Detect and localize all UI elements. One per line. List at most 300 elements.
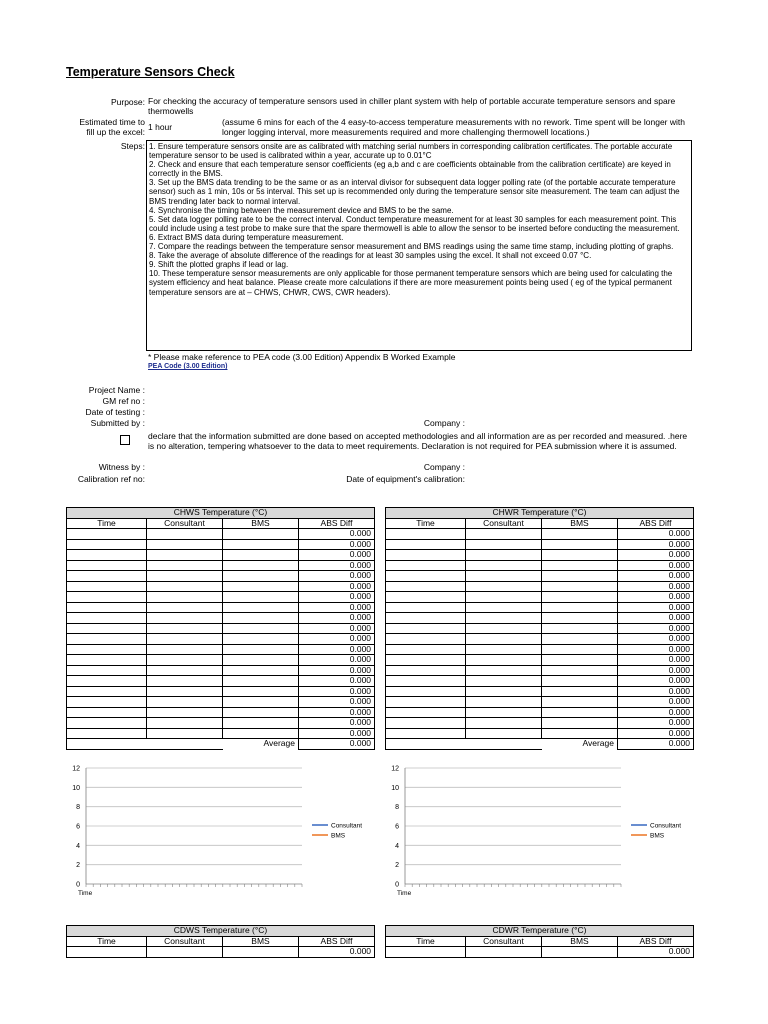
steps-label: Steps: <box>120 141 145 151</box>
time-cell[interactable] <box>386 581 466 592</box>
abs-diff-cell: 0.000 <box>299 697 375 708</box>
abs-diff-cell: 0.000 <box>618 655 694 666</box>
y-tick-label: 0 <box>395 881 399 889</box>
consultant-cell[interactable] <box>147 655 223 666</box>
bms-cell[interactable] <box>223 592 299 603</box>
column-header: Consultant <box>466 518 542 529</box>
consultant-cell[interactable] <box>147 571 223 582</box>
reference-note: * Please make reference to PEA code (3.00 Edition) Appendix B Worked Example <box>148 352 456 362</box>
step-item: 8. Take the average of absolute difference of the readings for at least 30 samples using the excel. It shall not exceed 0.07 °C. <box>149 251 592 261</box>
table-row <box>67 560 375 571</box>
abs-diff-cell: 0.000 <box>618 686 694 697</box>
column-header: ABS Diff <box>618 936 694 947</box>
abs-diff-cell: 0.000 <box>299 613 375 624</box>
legend-entry: BMS <box>331 832 346 840</box>
purpose-label: Purpose: <box>110 97 145 107</box>
time-cell[interactable] <box>386 592 466 603</box>
column-header: BMS <box>223 936 299 947</box>
abs-diff-cell: 0.000 <box>618 707 694 718</box>
time-cell[interactable] <box>386 539 466 550</box>
table-row <box>386 634 694 645</box>
table-row <box>67 947 375 958</box>
consultant-cell[interactable] <box>466 644 542 655</box>
time-cell[interactable] <box>386 602 466 613</box>
abs-diff-cell: 0.000 <box>618 665 694 676</box>
chwr-chart <box>381 760 701 900</box>
abs-diff-cell: 0.000 <box>299 602 375 613</box>
table-row <box>67 728 375 739</box>
abs-diff-cell: 0.000 <box>618 634 694 645</box>
declaration-text: declare that the information submitted are done based on accepted methodologies and all information are as per recorded and measured. .here is no alteration, tempering whatsoever to the data to meet requirements. Declaration is not required for PEA submission where it is assumed. <box>148 431 688 451</box>
estimated-time-note: (assume 6 mins for each of the 4 easy-to-access temperature measurements with no rework. Time spent will be longer with longer logging interval, more measurements required and more challenging thermowell locations.) <box>222 117 685 137</box>
table-row <box>67 634 375 645</box>
abs-diff-cell: 0.000 <box>618 550 694 561</box>
pea-code-link[interactable]: PEA Code (3.00 Edition) <box>148 363 228 370</box>
abs-diff-cell: 0.000 <box>299 539 375 550</box>
consultant-cell[interactable] <box>147 665 223 676</box>
column-header: BMS <box>542 936 618 947</box>
table-row <box>386 686 694 697</box>
consultant-cell[interactable] <box>466 529 542 540</box>
bms-cell[interactable] <box>542 613 618 624</box>
project-name-label: Project Name : <box>88 385 145 395</box>
consultant-cell[interactable] <box>466 718 542 729</box>
bms-cell[interactable] <box>223 644 299 655</box>
time-cell[interactable] <box>67 707 147 718</box>
abs-diff-cell: 0.000 <box>299 665 375 676</box>
abs-diff-cell: 0.000 <box>299 529 375 540</box>
equipment-calibration-label: Date of equipment's calibration: <box>346 474 465 484</box>
abs-diff-cell: 0.000 <box>618 613 694 624</box>
step-item: 1. Ensure temperature sensors onsite are as calibrated with matching serial numbers in corresponding calibration certificates. The portable accurate temperature sensor to be used is calibrated within a year, accurate up to 0.01°C <box>149 142 673 161</box>
time-cell[interactable] <box>67 571 147 582</box>
table-row <box>386 581 694 592</box>
step-item: 9. Shift the plotted graphs if lead or lag. <box>149 260 289 270</box>
y-tick-label: 12 <box>391 765 399 773</box>
bms-cell[interactable] <box>542 676 618 687</box>
chws-chart <box>62 760 382 900</box>
consultant-cell[interactable] <box>147 707 223 718</box>
table-row <box>67 571 375 582</box>
table-row <box>386 665 694 676</box>
table-row <box>67 718 375 729</box>
table-row <box>67 581 375 592</box>
time-cell[interactable] <box>386 634 466 645</box>
consultant-cell[interactable] <box>147 634 223 645</box>
table-row <box>386 602 694 613</box>
consultant-cell[interactable] <box>147 560 223 571</box>
table-row <box>386 676 694 687</box>
table-title: CDWR Temperature (°C) <box>386 926 694 937</box>
abs-diff-cell: 0.000 <box>618 529 694 540</box>
abs-diff-cell: 0.000 <box>299 634 375 645</box>
abs-diff-cell: 0.000 <box>618 697 694 708</box>
table-row <box>386 655 694 666</box>
column-header: Time <box>386 518 466 529</box>
y-tick-label: 2 <box>395 862 399 870</box>
consultant-cell[interactable] <box>466 623 542 634</box>
bms-cell[interactable] <box>542 581 618 592</box>
step-item: 10. These temperature sensor measurements are only applicable for those permanent temperature sensors which are being used for calculating the system efficiency and heat balance. Please create more calculations if there are more measurement points being used ( eg of the typical permanent temperature sensors are at – CHWS, CHWR, CWS, CWR headers). <box>149 269 673 297</box>
step-item: 6. Extract BMS data during temperature measurement. <box>149 232 344 242</box>
consultant-cell[interactable] <box>466 602 542 613</box>
y-tick-label: 12 <box>72 765 80 773</box>
table-row <box>67 592 375 603</box>
consultant-cell[interactable] <box>466 686 542 697</box>
step-item: 2. Check and ensure that each temperature sensor coefficients (eg a,b and c are coefficients obtainable from the calibration certificate) are keyed in correctly in the BMS. <box>149 160 671 179</box>
time-cell[interactable] <box>67 539 147 550</box>
time-cell[interactable] <box>386 947 466 958</box>
column-header: Consultant <box>147 518 223 529</box>
chws-table <box>66 507 375 750</box>
consultant-cell[interactable] <box>147 644 223 655</box>
legend-entry: Consultant <box>650 822 682 830</box>
table-row <box>67 644 375 655</box>
table-row <box>67 550 375 561</box>
bms-cell[interactable] <box>223 676 299 687</box>
abs-diff-cell: 0.000 <box>299 707 375 718</box>
abs-diff-cell: 0.000 <box>299 550 375 561</box>
abs-diff-cell: 0.000 <box>299 947 375 958</box>
column-header: ABS Diff <box>618 518 694 529</box>
time-cell[interactable] <box>67 529 147 540</box>
cdwr-table <box>385 925 694 958</box>
time-cell[interactable] <box>67 676 147 687</box>
y-tick-label: 8 <box>395 804 399 812</box>
abs-diff-cell: 0.000 <box>299 560 375 571</box>
bms-cell[interactable] <box>223 697 299 708</box>
consultant-cell[interactable] <box>466 728 542 739</box>
bms-cell[interactable] <box>223 665 299 676</box>
table-row <box>386 707 694 718</box>
table-row <box>67 623 375 634</box>
empty-cell <box>67 739 147 750</box>
consultant-cell[interactable] <box>147 550 223 561</box>
consultant-cell[interactable] <box>147 623 223 634</box>
time-cell[interactable] <box>67 560 147 571</box>
time-cell[interactable] <box>386 623 466 634</box>
time-cell[interactable] <box>67 947 147 958</box>
bms-cell[interactable] <box>223 623 299 634</box>
empty-cell <box>386 739 466 750</box>
page-title: Temperature Sensors Check <box>66 65 235 79</box>
column-header: Time <box>386 936 466 947</box>
abs-diff-cell: 0.000 <box>618 644 694 655</box>
consultant-cell[interactable] <box>147 539 223 550</box>
bms-cell[interactable] <box>223 707 299 718</box>
time-cell[interactable] <box>386 676 466 687</box>
abs-diff-cell: 0.000 <box>299 686 375 697</box>
bms-cell[interactable] <box>223 560 299 571</box>
time-cell[interactable] <box>67 602 147 613</box>
bms-cell[interactable] <box>542 665 618 676</box>
table-row <box>386 539 694 550</box>
bms-cell[interactable] <box>223 728 299 739</box>
bms-cell[interactable] <box>542 655 618 666</box>
y-tick-label: 10 <box>391 784 399 792</box>
consultant-cell[interactable] <box>466 655 542 666</box>
calibration-ref-label: Calibration ref no: <box>77 474 145 484</box>
table-row <box>386 644 694 655</box>
y-tick-label: 4 <box>395 842 399 850</box>
bms-cell[interactable] <box>542 707 618 718</box>
bms-cell[interactable] <box>223 634 299 645</box>
time-cell[interactable] <box>67 686 147 697</box>
bms-cell[interactable] <box>542 728 618 739</box>
chwr-table <box>385 507 694 750</box>
time-cell[interactable] <box>386 655 466 666</box>
abs-diff-cell: 0.000 <box>299 571 375 582</box>
consultant-cell[interactable] <box>466 613 542 624</box>
gm-ref-label: GM ref no : <box>102 396 145 406</box>
submitted-by-label: Submitted by : <box>90 418 145 428</box>
bms-cell[interactable] <box>542 560 618 571</box>
average-label: Average <box>223 739 299 750</box>
time-cell[interactable] <box>386 550 466 561</box>
bms-cell[interactable] <box>223 613 299 624</box>
abs-diff-cell: 0.000 <box>618 560 694 571</box>
bms-cell[interactable] <box>542 644 618 655</box>
bms-cell[interactable] <box>542 529 618 540</box>
consultant-cell[interactable] <box>466 634 542 645</box>
table-row <box>386 571 694 582</box>
table-title: CHWS Temperature (°C) <box>67 508 375 519</box>
column-header: Time <box>67 518 147 529</box>
column-header: BMS <box>542 518 618 529</box>
time-cell[interactable] <box>67 623 147 634</box>
table-row <box>386 718 694 729</box>
table-row <box>67 697 375 708</box>
bms-cell[interactable] <box>223 581 299 592</box>
bms-cell[interactable] <box>223 686 299 697</box>
line-chart <box>381 760 701 900</box>
bms-cell[interactable] <box>223 718 299 729</box>
bms-cell[interactable] <box>223 539 299 550</box>
consultant-cell[interactable] <box>147 728 223 739</box>
time-cell[interactable] <box>67 718 147 729</box>
table-row <box>386 613 694 624</box>
abs-diff-cell: 0.000 <box>618 571 694 582</box>
time-cell[interactable] <box>386 697 466 708</box>
table-row <box>67 686 375 697</box>
abs-diff-cell: 0.000 <box>618 592 694 603</box>
consultant-cell[interactable] <box>466 707 542 718</box>
time-cell[interactable] <box>386 571 466 582</box>
bms-cell[interactable] <box>223 571 299 582</box>
time-cell[interactable] <box>386 613 466 624</box>
time-cell[interactable] <box>386 718 466 729</box>
abs-diff-cell: 0.000 <box>299 676 375 687</box>
time-cell[interactable] <box>386 529 466 540</box>
abs-diff-cell: 0.000 <box>618 676 694 687</box>
step-item: 7. Compare the readings between the temperature sensor measurement and BMS readings using the same time stamp, including plotting of graphs. <box>149 242 674 252</box>
table-row <box>386 592 694 603</box>
time-cell[interactable] <box>67 550 147 561</box>
consultant-cell[interactable] <box>147 581 223 592</box>
time-cell[interactable] <box>386 728 466 739</box>
average-value: 0.000 <box>299 739 375 750</box>
consultant-cell[interactable] <box>466 665 542 676</box>
step-item: 4. Synchronise the timing between the measurement device and BMS to be the same. <box>149 205 454 215</box>
bms-cell[interactable] <box>542 634 618 645</box>
consultant-cell[interactable] <box>147 592 223 603</box>
table-row <box>386 560 694 571</box>
time-cell[interactable] <box>386 686 466 697</box>
time-cell[interactable] <box>67 665 147 676</box>
consultant-cell[interactable] <box>147 697 223 708</box>
consultant-cell[interactable] <box>466 550 542 561</box>
bms-cell[interactable] <box>542 602 618 613</box>
consultant-cell[interactable] <box>147 529 223 540</box>
y-tick-label: 6 <box>395 823 399 831</box>
average-label: Average <box>542 739 618 750</box>
bms-cell[interactable] <box>542 947 618 958</box>
time-cell[interactable] <box>67 728 147 739</box>
x-axis-label: Time <box>397 890 412 897</box>
bms-cell[interactable] <box>223 655 299 666</box>
bms-cell[interactable] <box>542 623 618 634</box>
column-header: BMS <box>223 518 299 529</box>
table-row <box>386 728 694 739</box>
purpose-text: For checking the accuracy of temperature sensors used in chiller plant system with help of portable accurate temperature sensors and spare thermowells <box>148 96 676 116</box>
y-tick-label: 0 <box>76 881 80 889</box>
estimated-time-label-line1: Estimated time to <box>79 117 145 127</box>
company2-label: Company : <box>423 462 465 472</box>
consultant-cell[interactable] <box>466 947 542 958</box>
bms-cell[interactable] <box>542 686 618 697</box>
y-tick-label: 10 <box>72 784 80 792</box>
step-item: 3. Set up the BMS data trending to be the same or as an interval divisor for subsequent data logger polling rate (of the portable accurate temperature sensor) such as 1 min, 10s or 5s interval. This set up is recommended only during the temperature sensor site measurement. The team can adjust the BMS trending later back to normal interval. <box>149 178 680 206</box>
average-value: 0.000 <box>618 739 694 750</box>
abs-diff-cell: 0.000 <box>618 602 694 613</box>
steps-box <box>146 140 692 351</box>
abs-diff-cell: 0.000 <box>618 581 694 592</box>
abs-diff-cell: 0.000 <box>299 581 375 592</box>
declaration-checkbox[interactable] <box>120 435 130 445</box>
consultant-cell[interactable] <box>147 602 223 613</box>
consultant-cell[interactable] <box>466 676 542 687</box>
consultant-cell[interactable] <box>466 560 542 571</box>
bms-cell[interactable] <box>542 539 618 550</box>
consultant-cell[interactable] <box>147 613 223 624</box>
time-cell[interactable] <box>386 644 466 655</box>
time-cell[interactable] <box>67 655 147 666</box>
column-header: Consultant <box>466 936 542 947</box>
consultant-cell[interactable] <box>466 571 542 582</box>
table-row <box>67 707 375 718</box>
witness-by-label: Witness by : <box>98 462 145 472</box>
time-cell[interactable] <box>386 665 466 676</box>
table-row <box>67 676 375 687</box>
bms-cell[interactable] <box>542 697 618 708</box>
table-row <box>386 550 694 561</box>
consultant-cell[interactable] <box>147 686 223 697</box>
table-row <box>67 529 375 540</box>
time-cell[interactable] <box>67 581 147 592</box>
y-tick-label: 2 <box>76 862 80 870</box>
abs-diff-cell: 0.000 <box>299 728 375 739</box>
table-row <box>386 697 694 708</box>
abs-diff-cell: 0.000 <box>299 655 375 666</box>
consultant-cell[interactable] <box>147 947 223 958</box>
table-row <box>67 613 375 624</box>
column-header: ABS Diff <box>299 936 375 947</box>
company-label: Company : <box>423 418 465 428</box>
time-cell[interactable] <box>386 707 466 718</box>
empty-cell <box>147 739 223 750</box>
abs-diff-cell: 0.000 <box>299 592 375 603</box>
table-row <box>67 539 375 550</box>
bms-cell[interactable] <box>542 592 618 603</box>
abs-diff-cell: 0.000 <box>299 644 375 655</box>
empty-cell <box>466 739 542 750</box>
time-cell[interactable] <box>67 634 147 645</box>
average-row <box>67 739 375 750</box>
table-title: CHWR Temperature (°C) <box>386 508 694 519</box>
abs-diff-cell: 0.000 <box>618 947 694 958</box>
legend-entry: Consultant <box>331 822 363 830</box>
table-title: CDWS Temperature (°C) <box>67 926 375 937</box>
table-row <box>67 665 375 676</box>
table-row <box>386 947 694 958</box>
consultant-cell[interactable] <box>147 718 223 729</box>
bms-cell[interactable] <box>223 602 299 613</box>
bms-cell[interactable] <box>542 550 618 561</box>
consultant-cell[interactable] <box>466 581 542 592</box>
bms-cell[interactable] <box>542 571 618 582</box>
y-tick-label: 4 <box>76 842 80 850</box>
step-item: 5. Set data logger polling rate to be the correct interval. Conduct temperature measurement for at least 30 samples for each measurement point. This could include using a test probe to make sure that the spare thermowell is able to allow the sensor to be inserted before conducting the measurement. <box>149 214 680 233</box>
abs-diff-cell: 0.000 <box>618 718 694 729</box>
time-cell[interactable] <box>67 644 147 655</box>
legend-entry: BMS <box>650 832 665 840</box>
abs-diff-cell: 0.000 <box>618 539 694 550</box>
consultant-cell[interactable] <box>147 676 223 687</box>
time-cell[interactable] <box>67 613 147 624</box>
y-tick-label: 6 <box>76 823 80 831</box>
date-testing-label: Date of testing : <box>85 407 145 417</box>
abs-diff-cell: 0.000 <box>618 623 694 634</box>
cdws-table <box>66 925 375 958</box>
bms-cell[interactable] <box>542 718 618 729</box>
abs-diff-cell: 0.000 <box>618 728 694 739</box>
bms-cell[interactable] <box>223 550 299 561</box>
column-header: Time <box>67 936 147 947</box>
time-cell[interactable] <box>67 592 147 603</box>
abs-diff-cell: 0.000 <box>299 718 375 729</box>
bms-cell[interactable] <box>223 947 299 958</box>
column-header: ABS Diff <box>299 518 375 529</box>
bms-cell[interactable] <box>223 529 299 540</box>
table-row <box>386 529 694 540</box>
time-cell[interactable] <box>386 560 466 571</box>
table-row <box>386 623 694 634</box>
column-header: Consultant <box>147 936 223 947</box>
y-tick-label: 8 <box>76 804 80 812</box>
time-cell[interactable] <box>67 697 147 708</box>
estimated-time-value: 1 hour <box>148 122 173 132</box>
x-axis-label: Time <box>78 890 93 897</box>
consultant-cell[interactable] <box>466 697 542 708</box>
line-chart <box>62 760 382 900</box>
consultant-cell[interactable] <box>466 592 542 603</box>
estimated-time-label <box>50 117 145 137</box>
table-row <box>67 602 375 613</box>
average-row <box>386 739 694 750</box>
estimated-time-label-line2: fill up the excel: <box>86 127 145 137</box>
table-row <box>67 655 375 666</box>
consultant-cell[interactable] <box>466 539 542 550</box>
